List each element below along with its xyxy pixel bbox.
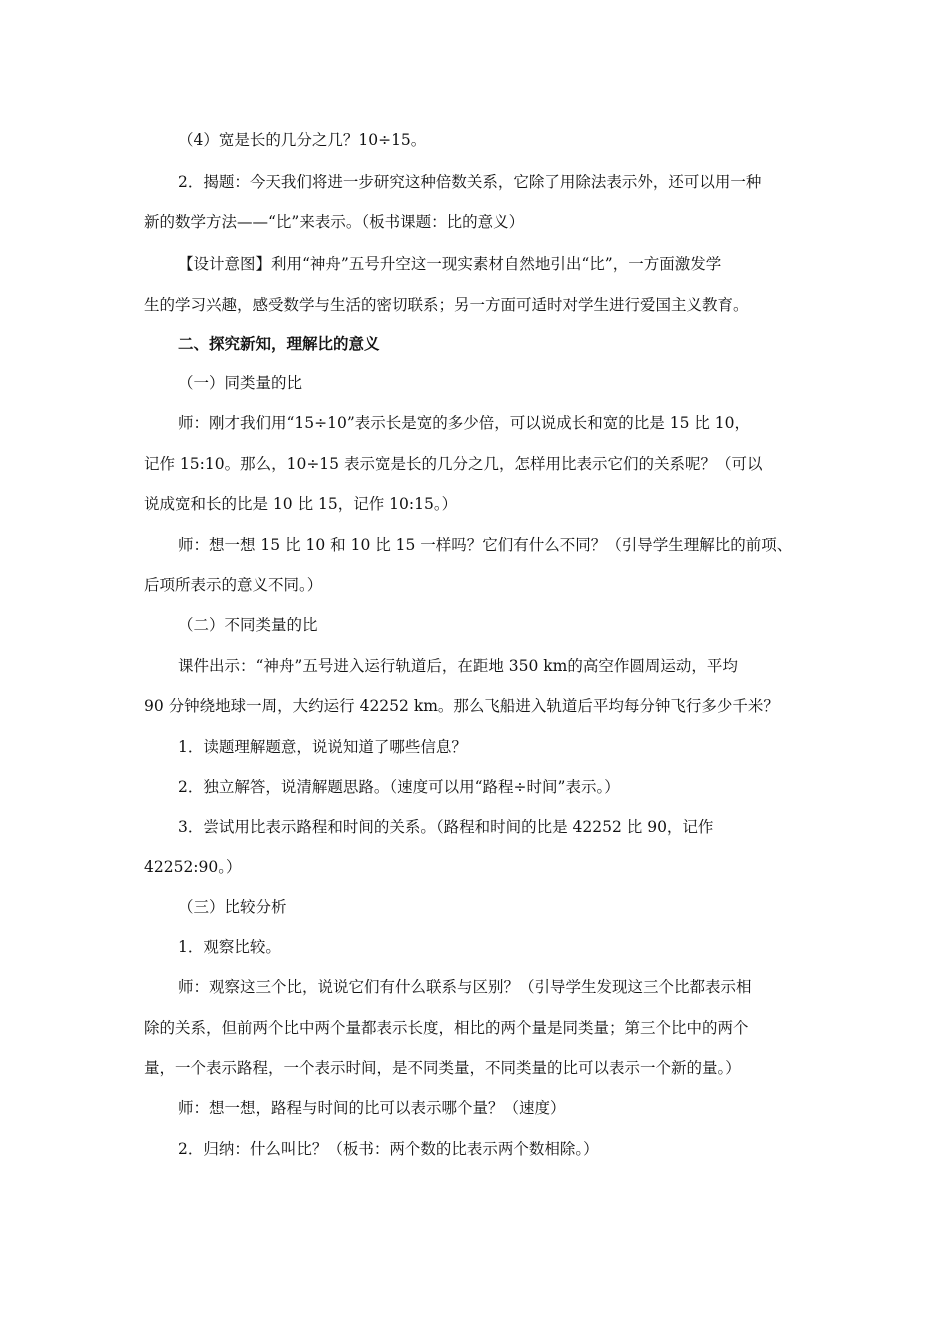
paragraph-line: 除的关系，但前两个比中两个量都表示长度，相比的两个量是同类量；第三个比中的两个	[144, 1019, 749, 1037]
paragraph-line: 后项所表示的意义不同。）	[144, 576, 323, 594]
subsection-heading: （二）不同类量的比	[178, 616, 318, 634]
section-heading: 二、探究新知，理解比的意义	[178, 334, 380, 353]
list-item: 1．观察比较。	[178, 938, 281, 956]
list-item: 1．读题理解题意，说说知道了哪些信息？	[178, 738, 467, 756]
paragraph-line: 量，一个表示路程，一个表示时间，是不同类量，不同类量的比可以表示一个新的量。）	[144, 1059, 741, 1077]
design-intent-line: 【设计意图】利用“神舟”五号升空这一现实素材自然地引出“比”，一方面激发学	[178, 255, 722, 273]
paragraph-line: 42252:90。）	[144, 858, 242, 876]
paragraph-line: 师：想一想 15 比 10 和 10 比 15 一样吗？它们有什么不同？（引导学生理解比的前项、	[178, 536, 793, 554]
paragraph-line: 说成宽和长的比是 10 比 15，记作 10:15。）	[144, 495, 458, 513]
subsection-heading: （一）同类量的比	[178, 374, 303, 392]
paragraph-line: （4）宽是长的几分之几？10÷15。	[178, 131, 427, 149]
paragraph-line: 课件出示：“神舟”五号进入运行轨道后，在距地 350 km的高空作圆周运动，平均	[178, 657, 738, 675]
paragraph-line: 90 分钟绕地球一周，大约运行 42252 km。那么飞船进入轨道后平均每分钟飞行多少千米？	[144, 697, 779, 715]
paragraph-line: 记作 15:10。那么，10÷15 表示宽是长的几分之几，怎样用比表示它们的关系呢？（可以	[144, 455, 763, 473]
list-item: 3．尝试用比表示路程和时间的关系。（路程和时间的比是 42252 比 90，记作	[178, 818, 714, 836]
paragraph-line: 师：想一想，路程与时间的比可以表示哪个量？（速度）	[178, 1099, 566, 1117]
list-item: 2．独立解答，说清解题思路。（速度可以用“路程÷时间”表示。）	[178, 778, 620, 796]
list-item: 2．归纳：什么叫比？（板书：两个数的比表示两个数相除。）	[178, 1140, 599, 1158]
paragraph-line: 2．揭题：今天我们将进一步研究这种倍数关系，它除了用除法表示外，还可以用一种	[178, 173, 762, 191]
paragraph-line: 新的数学方法——“比”来表示。（板书课题：比的意义）	[144, 213, 525, 231]
paragraph-line: 师：观察这三个比，说说它们有什么联系与区别？（引导学生发现这三个比都表示相	[178, 978, 752, 996]
paragraph-line: 生的学习兴趣，感受数学与生活的密切联系；另一方面可适时对学生进行爱国主义教育。	[144, 296, 749, 314]
subsection-heading: （三）比较分析	[178, 898, 287, 916]
paragraph-line: 师：刚才我们用“15÷10”表示长是宽的多少倍，可以说成长和宽的比是 15 比 10，	[178, 414, 751, 432]
